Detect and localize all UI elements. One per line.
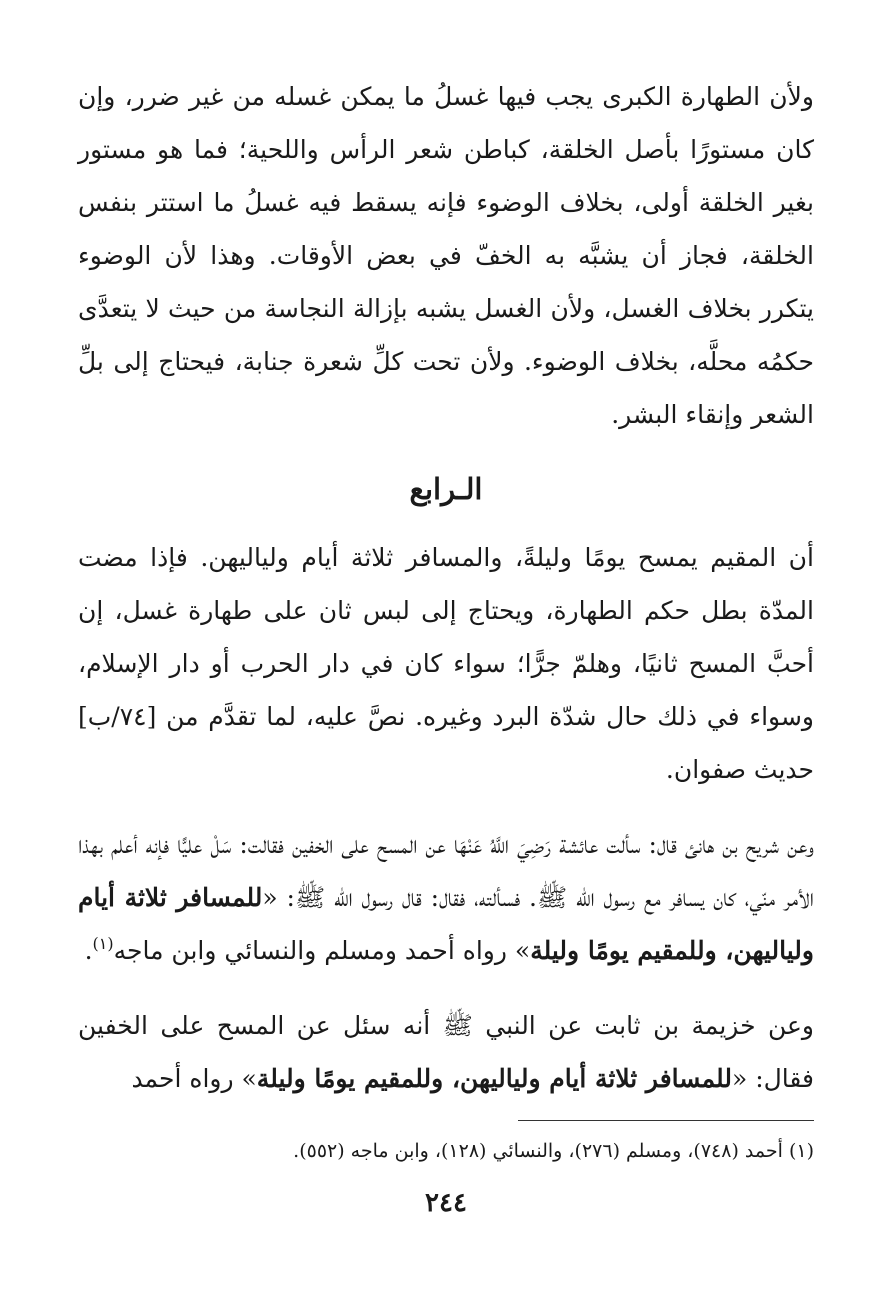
- page-number: ٢٤٤: [425, 1188, 467, 1218]
- hadith-intro-text: وعن شريح بن هانئ قال: سألت عائشة رَضِيَ اللَّهُ عَنْهَا عن المسح على الخفين فقالت: سَلْ عليًّا فإنه أعلم بهذا الأمر منّي، كان يسافر مع رسول الله ﷺ. فسألته، فقال: قال رسول الله ﷺ: «: [78, 830, 814, 912]
- paragraph-duration: أن المقيم يمسح يومًا وليلةً، والمسافر ثلاثة أيام ولياليهن. فإذا مضت المدّة بطل حكم الطهارة، ويحتاج إلى لبس ثان على طهارة غسل، إن أحبَّ المسح ثانيًا، وهلمّ جرًّا؛ سواء كان في دار الحرب أو دار الإسلام، وسواء في ذلك حال شدّة البرد وغيره. نصَّ عليه، لما تقدَّم من [٧٤/ب] حديث صفوان.: [78, 543, 814, 784]
- paragraph-purification: ولأن الطهارة الكبرى يجب فيها غسلُ ما يمكن غسله من غير ضرر، وإن كان مستورًا بأصل الخلقة، كباطن شعر الرأس واللحية؛ فما هو مستور بغير الخلقة أولى، بخلاف الوضوء فإنه يسقط فيه غسلُ ما استتر بنفس الخلقة، فجاز أن يشبَّه به الخفّ في بعض الأوقات. وهذا لأن الوضوء يتكرر بخلاف الغسل، ولأن الغسل يشبه بإزالة النجاسة من حيث لا يتعدَّى حكمُه محلَّه، بخلاف الوضوء. ولأن تحت كلِّ شعرة جنابة، فيحتاج إلى بلِّ الشعر وإنقاء البشر.: [78, 82, 814, 429]
- hadith-intro-text: وعن خزيمة بن ثابت عن النبي ﷺ أنه سئل عن المسح على الخفين فقال: «: [78, 1011, 814, 1093]
- section-heading: الـرابع: [409, 472, 483, 506]
- page-body: [78, 70, 814, 1105]
- footnote: (١) أحمد (٧٤٨)، ومسلم (٢٧٦)، والنسائي (١٢٨)، وابن ماجه (٥٥٢).: [293, 1140, 814, 1162]
- hadith-source-text: » رواه أحمد: [131, 1064, 257, 1093]
- footnote-divider: [518, 1120, 814, 1121]
- hadith-source-text: » رواه أحمد ومسلم والنسائي وابن ماجه: [113, 936, 531, 965]
- paragraph-end-mark: .: [84, 936, 93, 965]
- footnote-reference: (١): [92, 934, 114, 953]
- paragraph-shurayh-hadith: [78, 818, 814, 977]
- paragraph-khuzayma-hadith: [78, 999, 814, 1105]
- hadith-quote-text: للمسافر ثلاثة أيام ولياليهن، وللمقيم يومًا وليلة: [78, 883, 814, 965]
- hadith-quote-text: للمسافر ثلاثة أيام ولياليهن، وللمقيم يومًا وليلة: [256, 1064, 732, 1093]
